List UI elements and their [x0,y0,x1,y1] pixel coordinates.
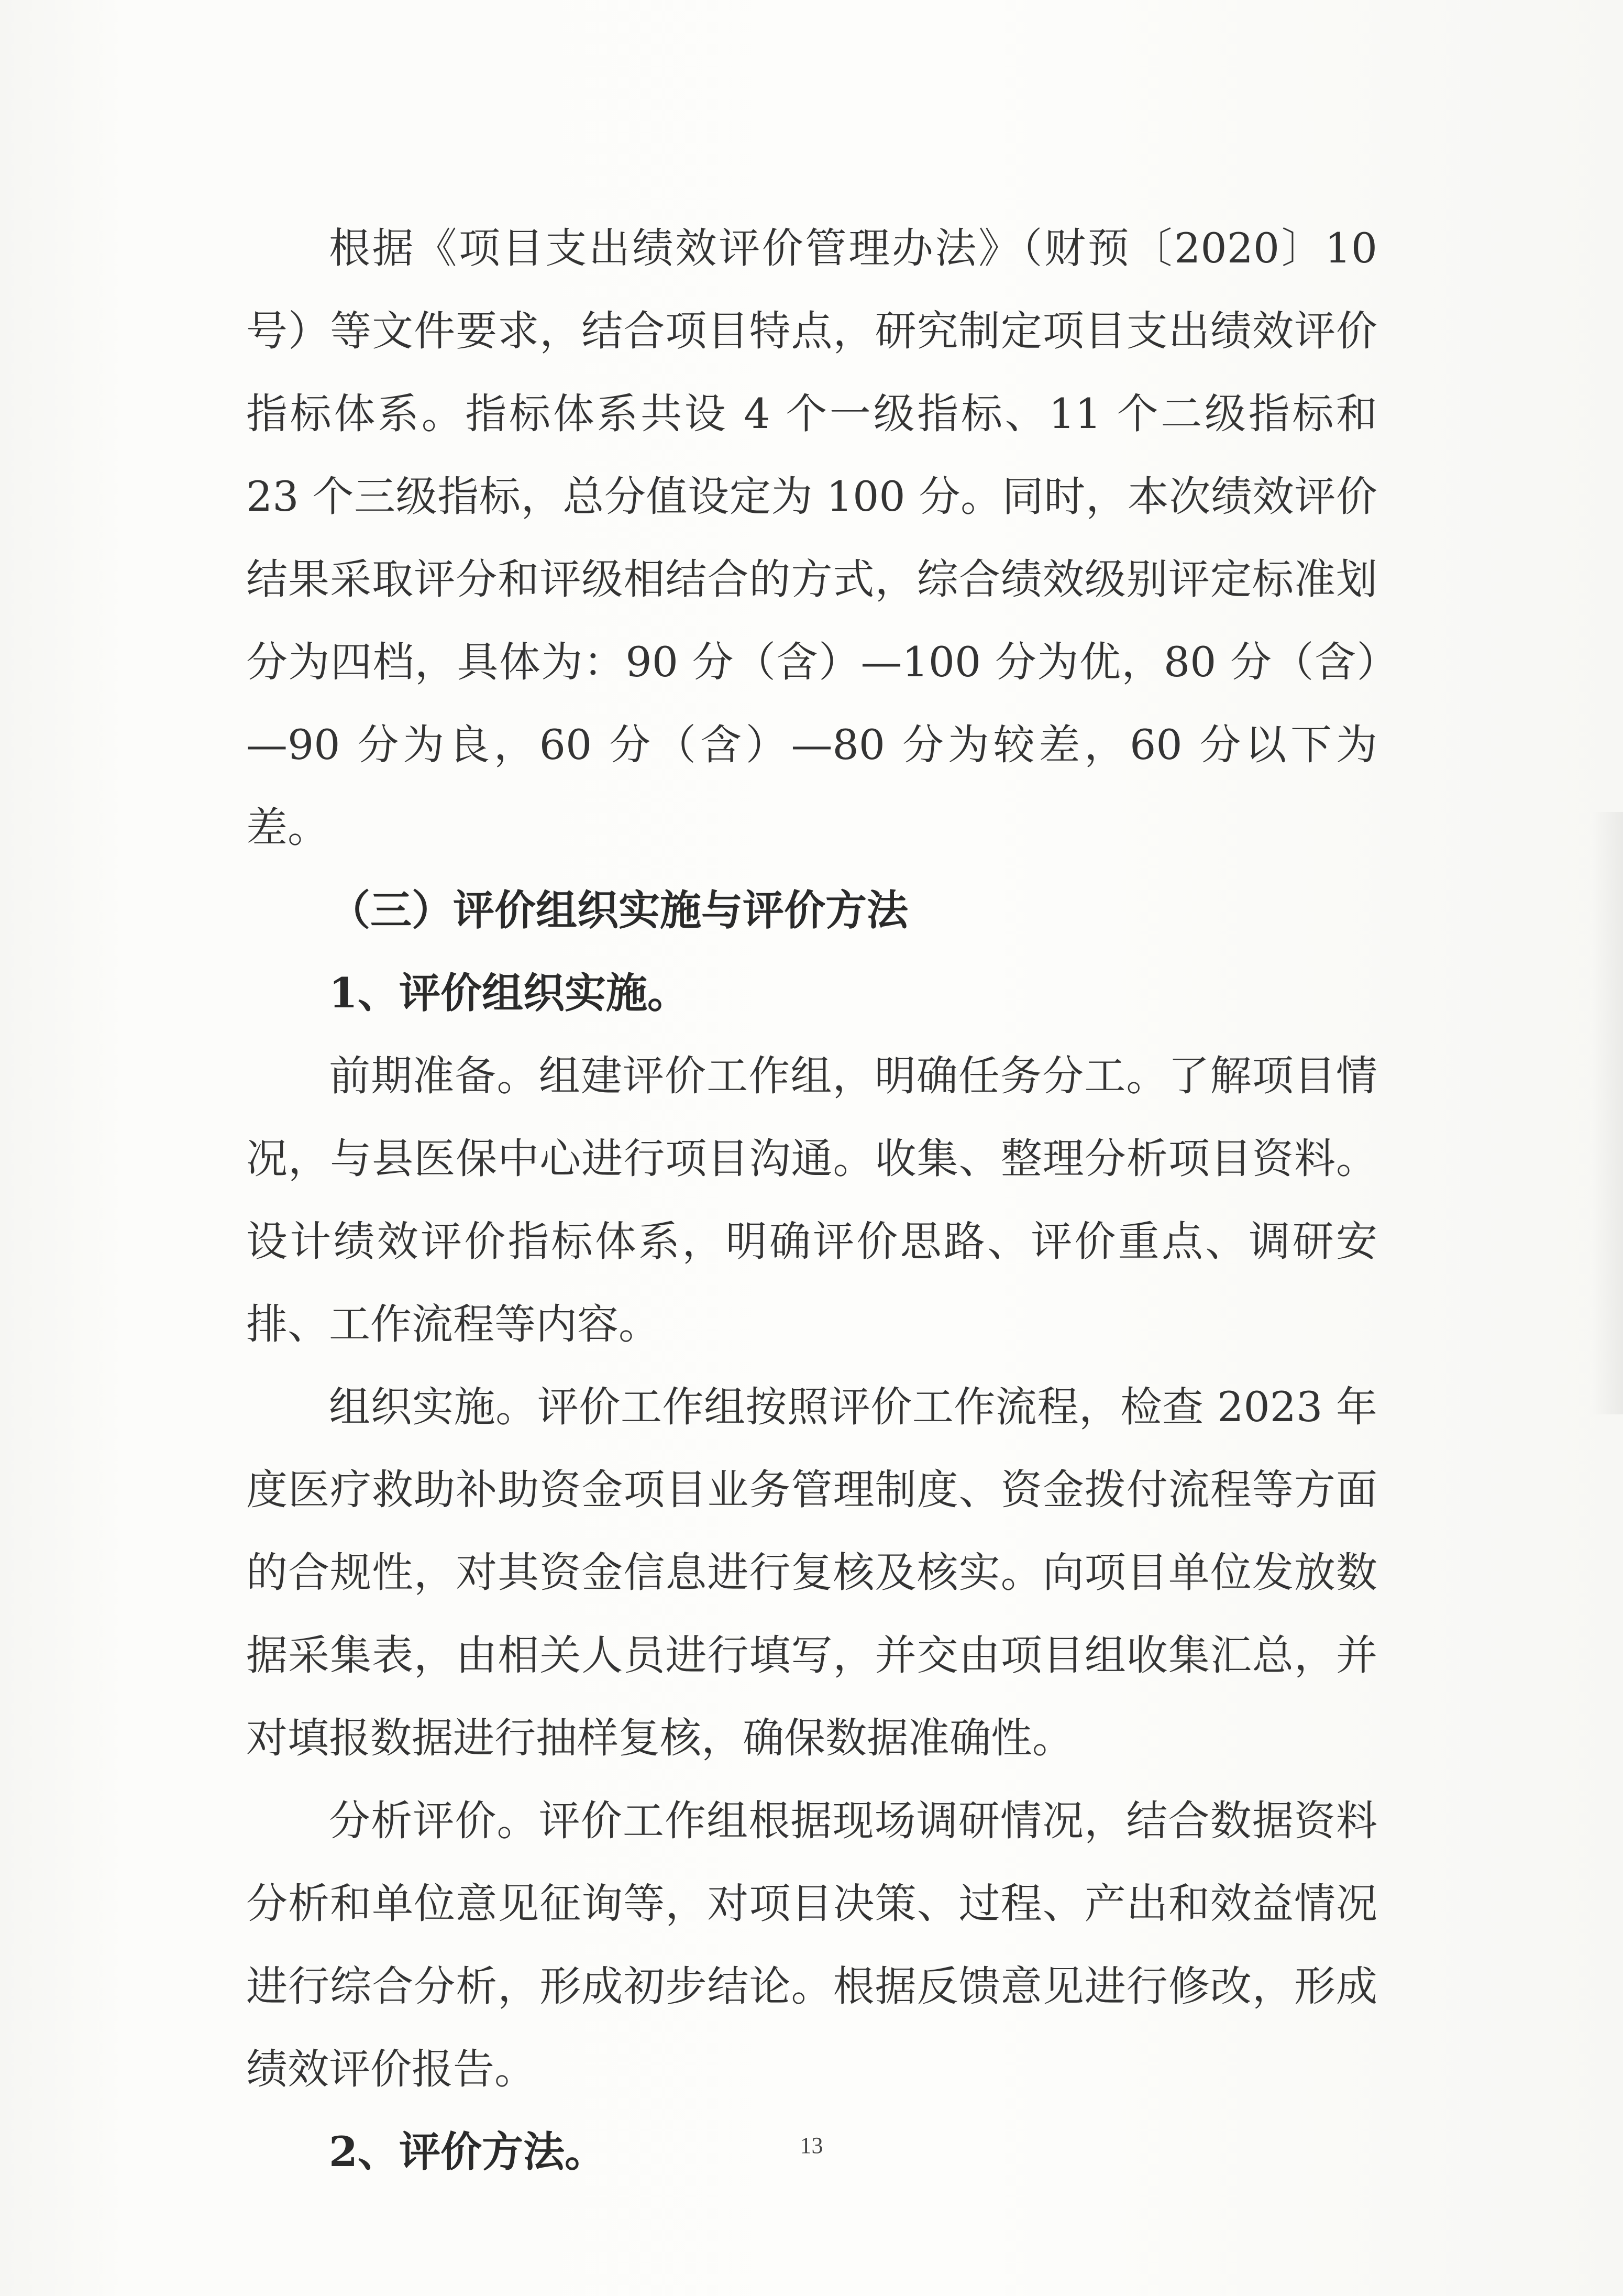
subheading-organization-implementation: 1、评价组织实施。 [329,969,689,1017]
paragraph-analysis: 分析评价。评价工作组根据现场调研情况，结合数据资料分析和单位意见征询等，对项目决策、过程、产出和效益情况进行综合分析，形成初步结论。根据反馈意见进行修改，形成绩效评价报告。 [246,1797,1377,2093]
subheading-evaluation-method: 2、评价方法。 [329,2127,606,2176]
paragraph-implementation: 组织实施。评价工作组按照评价工作流程，检查 2023 年度医疗救助补助资金项目业务管理制度、资金拨付流程等方面的合规性，对其资金信息进行复核及核实。向项目单位发放数据采集表，由相关人员进行填写，并交由项目组收集汇总，并对填报数据进行抽样复核，确保数据准确性。 [246,1383,1377,1762]
page-number: 13 [800,2133,823,2158]
document-body [246,207,1377,2193]
paragraph-evaluation-standard: 根据《项目支出绩效评价管理办法》（财预〔2020〕10号）等文件要求，结合项目特点，研究制定项目支出绩效评价指标体系。指标体系共设 4 个一级指标、11 个二级指标和 23 个三级指标，总分值设定为 100 分。同时，本次绩效评价结果采取评分和评级相结合的方式，综合绩效级别评定标准划分为四档，具体为：90 分（含）—100 分为优，80 分（含）—90 分为良，60 分（含）—80 分为较差，60 分以下为差。 [246,224,1377,852]
scan-shadow [1592,812,1623,1414]
section-heading-evaluation-organization: （三）评价组织实施与评价方法 [329,886,908,935]
paragraph-preparation: 前期准备。组建评价工作组，明确任务分工。了解项目情况，与县医保中心进行项目沟通。收集、整理分析项目资料。设计绩效评价指标体系，明确评价思路、评价重点、调研安排、工作流程等内容。 [246,1052,1377,1348]
